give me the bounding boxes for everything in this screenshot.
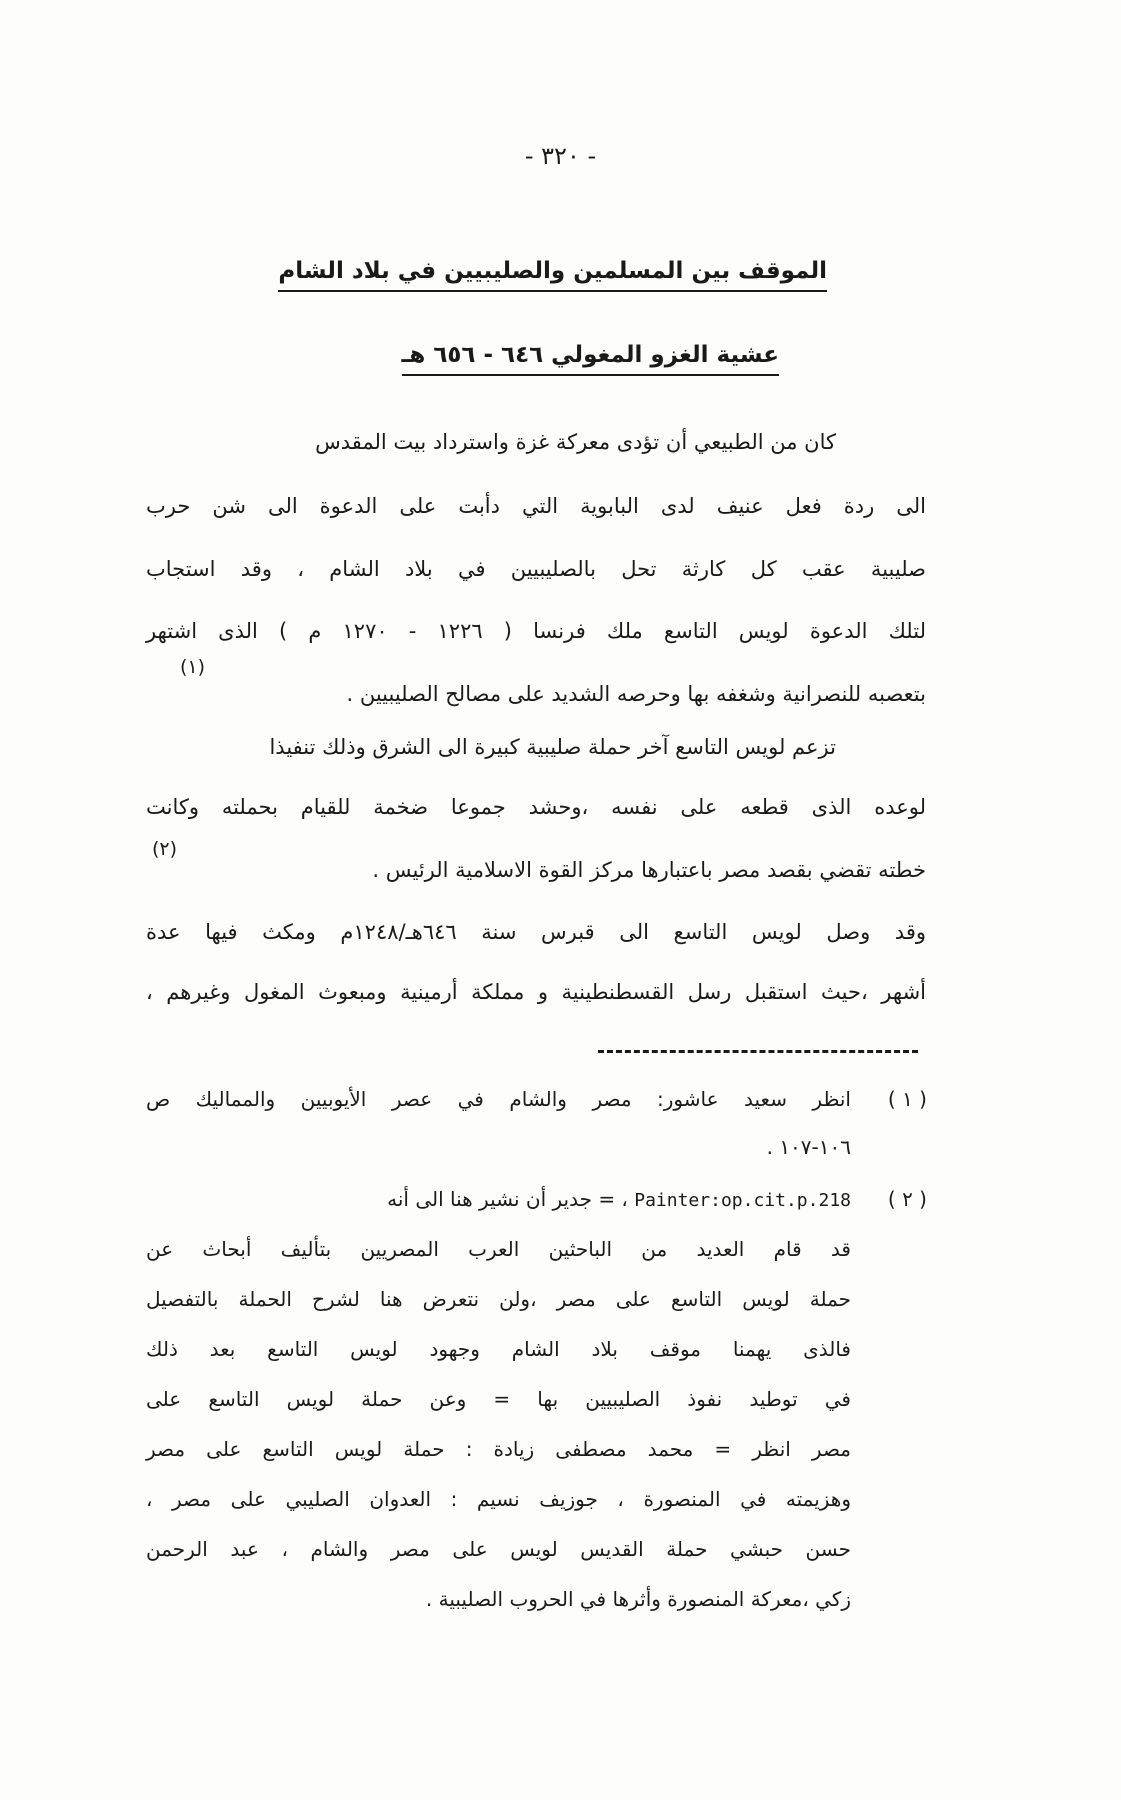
- footnote-2-number: ( ٢ ): [887, 1187, 927, 1211]
- footnote-ref-2: (٢): [152, 838, 178, 860]
- section-subtitle: عشية الغزو المغولي ٦٤٦ - ٦٥٦ هـ: [402, 342, 779, 376]
- paragraph-2-line-2: لوعده الذى قطعه على نفسه ،وحشد جموعا ضخمة للقيام بحملته وكانت: [146, 795, 926, 819]
- footnote-2-line-2: قد قام العديد من الباحثين العرب المصريين بتأليف أبحاث عن: [146, 1237, 851, 1261]
- footnote-2-line-3: حملة لويس التاسع على مصر ،ولن نتعرض هنا لشرح الحملة بالتفصيل: [146, 1287, 851, 1311]
- footnote-2-line-7: وهزيمته في المنصورة ، جوزيف نسيم : العدوان الصليبي على مصر ،: [146, 1487, 851, 1511]
- footnote-1-line-1: انظر سعيد عاشور: مصر والشام في عصر الأيوبيين والمماليك ص: [146, 1087, 851, 1111]
- footnote-2-citation: Painter:op.cit.p.218: [634, 1190, 851, 1211]
- footnote-1-number: ( ١ ): [887, 1087, 927, 1111]
- footnote-divider: [598, 1050, 918, 1053]
- paragraph-1-line-4: لتلك الدعوة لويس التاسع ملك فرنسا ( ١٢٢٦ - ١٢٧٠ م ) الذى اشتهر: [146, 619, 926, 643]
- paragraph-2-line-3: خطته تقضي بقصد مصر باعتبارها مركز القوة الاسلامية الرئيس .: [372, 858, 926, 882]
- paragraph-2-line-5: أشهر ،حيث استقبل رسل القسطنطينية و مملكة أرمينية ومبعوث المغول وغيرهم ،: [146, 980, 926, 1004]
- footnote-2-line-5: في توطيد نفوذ الصليبيين بها = وعن حملة لويس التاسع على: [146, 1387, 851, 1411]
- footnote-2-line-9: زكي ،معركة المنصورة وأثرها في الحروب الصليبية .: [425, 1587, 851, 1611]
- footnote-2-line-4: فالذى يهمنا موقف بلاد الشام وجهود لويس التاسع بعد ذلك: [146, 1337, 851, 1361]
- paragraph-2-line-1: تزعم لويس التاسع آخر حملة صليبية كبيرة الى الشرق وذلك تنفيذا: [269, 735, 836, 759]
- paragraph-1-line-1: كان من الطبيعي أن تؤدى معركة غزة واسترداد بيت المقدس: [315, 430, 836, 454]
- page-number: - ٣٢٠ -: [524, 142, 597, 170]
- footnote-ref-1: (١): [180, 656, 206, 678]
- paragraph-1-line-5: بتعصبه للنصرانية وشغفه بها وحرصه الشديد على مصالح الصليبيين .: [346, 682, 926, 706]
- footnote-2-line-8: حسن حبشي حملة القديس لويس على مصر والشام ، عبد الرحمن: [146, 1537, 851, 1561]
- section-title: الموقف بين المسلمين والصليبيين في بلاد الشام: [278, 258, 827, 292]
- footnote-2-line-6: مصر انظر = محمد مصطفى زيادة : حملة لويس التاسع على مصر: [146, 1437, 851, 1461]
- footnote-2-line-1: [146, 1187, 851, 1211]
- footnote-2-line-1-text: ، = جدير أن نشير هنا الى أنه: [387, 1187, 628, 1211]
- paragraph-1-line-3: صليبية عقب كل كارثة تحل بالصليبيين في بلاد الشام ، وقد استجاب: [146, 557, 926, 581]
- paragraph-2-line-4: وقد وصل لويس التاسع الى قبرس سنة ٦٤٦هـ/١٢٤٨م ومكث فيها عدة: [146, 920, 926, 944]
- footnote-1-line-2: ١٠٦-١٠٧ .: [766, 1135, 851, 1159]
- paragraph-1-line-2: الى ردة فعل عنيف لدى البابوية التي دأبت على الدعوة الى شن حرب: [146, 494, 926, 518]
